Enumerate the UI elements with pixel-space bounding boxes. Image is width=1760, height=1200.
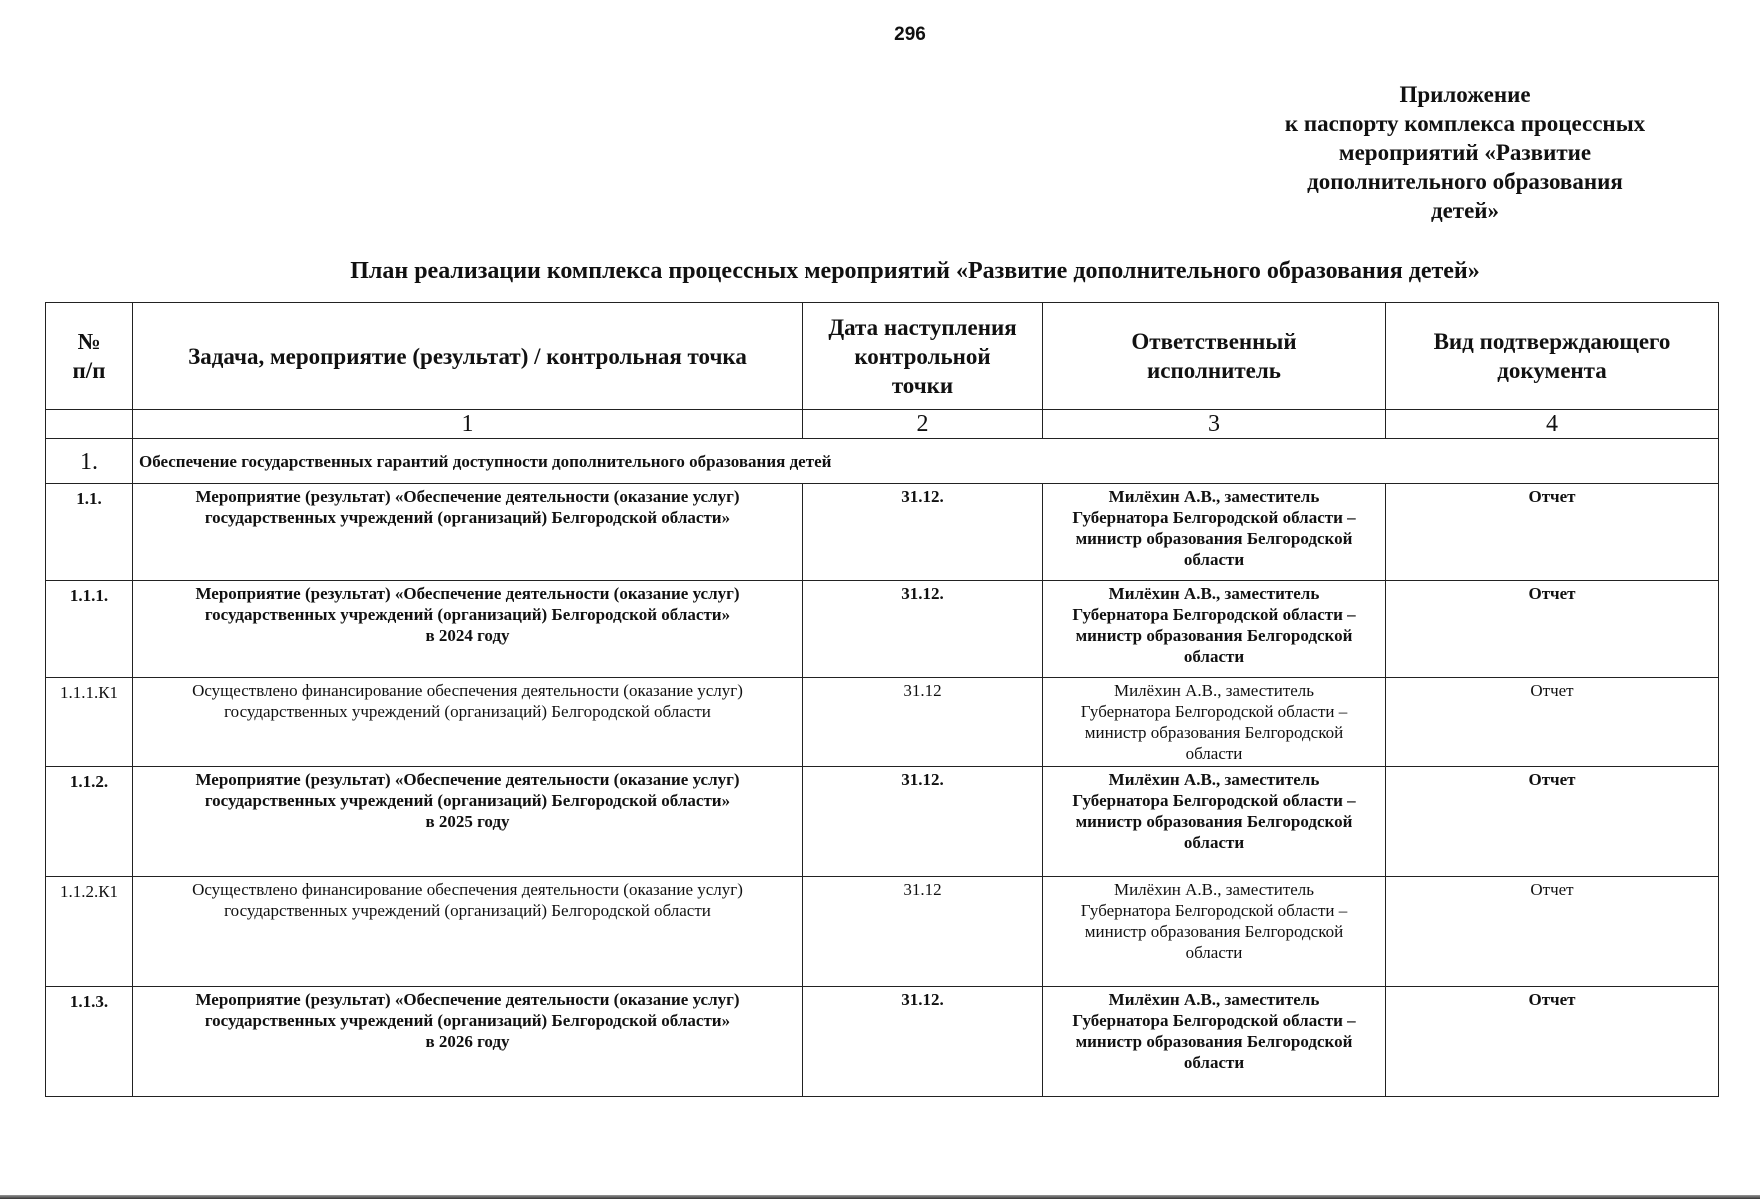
column-number: 2 [803, 410, 1043, 439]
row-document-type: Отчет [1386, 987, 1719, 1097]
section-row [46, 439, 1719, 484]
row-date: 31.12. [803, 484, 1043, 581]
row-number: 1.1.2.К1 [46, 877, 133, 987]
row-date: 31.12. [803, 767, 1043, 877]
row-document-type: Отчет [1386, 484, 1719, 581]
column-number-empty [46, 410, 133, 439]
column-number: 1 [133, 410, 803, 439]
appendix-heading [1230, 80, 1700, 225]
row-task: Мероприятие (результат) «Обеспечение деятельности (оказание услуг) государственных учреждений (организаций) Белгородской области» в 2024 году [133, 581, 803, 678]
table-row [46, 484, 1719, 581]
appendix-line: дополнительного образования [1307, 169, 1623, 194]
row-responsible: Милёхин А.В., заместитель Губернатора Белгородской области – министр образования Белгородской области [1043, 484, 1386, 581]
header-date: Дата наступления контрольной точки [803, 303, 1043, 410]
appendix-line: мероприятий «Развитие [1338, 140, 1592, 165]
row-document-type: Отчет [1386, 877, 1719, 987]
table-row [46, 678, 1719, 767]
row-document-type: Отчет [1386, 581, 1719, 678]
row-number: 1.1.2. [46, 767, 133, 877]
table-row [46, 877, 1719, 987]
row-date: 31.12. [803, 987, 1043, 1097]
column-number: 4 [1386, 410, 1719, 439]
appendix-line: детей» [1430, 198, 1500, 223]
header-document: Вид подтверждающего документа [1386, 303, 1719, 410]
appendix-line: к паспорту комплекса процессных [1284, 111, 1646, 136]
row-number: 1.1.1.К1 [46, 678, 133, 767]
table-row [46, 987, 1719, 1097]
row-document-type: Отчет [1386, 767, 1719, 877]
header-responsible: Ответственный исполнитель [1043, 303, 1386, 410]
row-responsible: Милёхин А.В., заместитель Губернатора Белгородской области – министр образования Белгородской области [1043, 767, 1386, 877]
section-title: Обеспечение государственных гарантий доступности дополнительного образования детей [133, 439, 1719, 484]
plan-table [45, 302, 1719, 1097]
page-number: 296 [894, 24, 926, 45]
row-task: Осуществлено финансирование обеспечения деятельности (оказание услуг) государственных учреждений (организаций) Белгородской области [133, 877, 803, 987]
row-task: Осуществлено финансирование обеспечения деятельности (оказание услуг) государственных учреждений (организаций) Белгородской области [133, 678, 803, 767]
row-number: 1.1. [46, 484, 133, 581]
appendix-line: Приложение [1399, 82, 1531, 107]
row-document-type: Отчет [1386, 678, 1719, 767]
row-responsible: Милёхин А.В., заместитель Губернатора Белгородской области – министр образования Белгородской области [1043, 581, 1386, 678]
section-number: 1. [46, 439, 133, 484]
table-row [46, 767, 1719, 877]
document-title: План реализации комплекса процессных мероприятий «Развитие дополнительного образования детей» [350, 258, 1480, 284]
column-number: 3 [1043, 410, 1386, 439]
row-date: 31.12 [803, 877, 1043, 987]
row-date: 31.12 [803, 678, 1043, 767]
column-numbers-row [46, 410, 1719, 439]
table-header-row [46, 303, 1719, 410]
row-task: Мероприятие (результат) «Обеспечение деятельности (оказание услуг) государственных учреждений (организаций) Белгородской области» в 2026 году [133, 987, 803, 1097]
scan-edge-line [0, 1195, 1760, 1199]
row-responsible: Милёхин А.В., заместитель Губернатора Белгородской области – министр образования Белгородской области [1043, 678, 1386, 767]
row-number: 1.1.1. [46, 581, 133, 678]
header-task: Задача, мероприятие (результат) / контрольная точка [133, 303, 803, 410]
row-responsible: Милёхин А.В., заместитель Губернатора Белгородской области – министр образования Белгородской области [1043, 877, 1386, 987]
table-row [46, 581, 1719, 678]
row-task: Мероприятие (результат) «Обеспечение деятельности (оказание услуг) государственных учреждений (организаций) Белгородской области» [133, 484, 803, 581]
row-date: 31.12. [803, 581, 1043, 678]
row-number: 1.1.3. [46, 987, 133, 1097]
row-responsible: Милёхин А.В., заместитель Губернатора Белгородской области – министр образования Белгородской области [1043, 987, 1386, 1097]
row-task: Мероприятие (результат) «Обеспечение деятельности (оказание услуг) государственных учреждений (организаций) Белгородской области» в 2025 году [133, 767, 803, 877]
header-num: № п/п [46, 303, 133, 410]
